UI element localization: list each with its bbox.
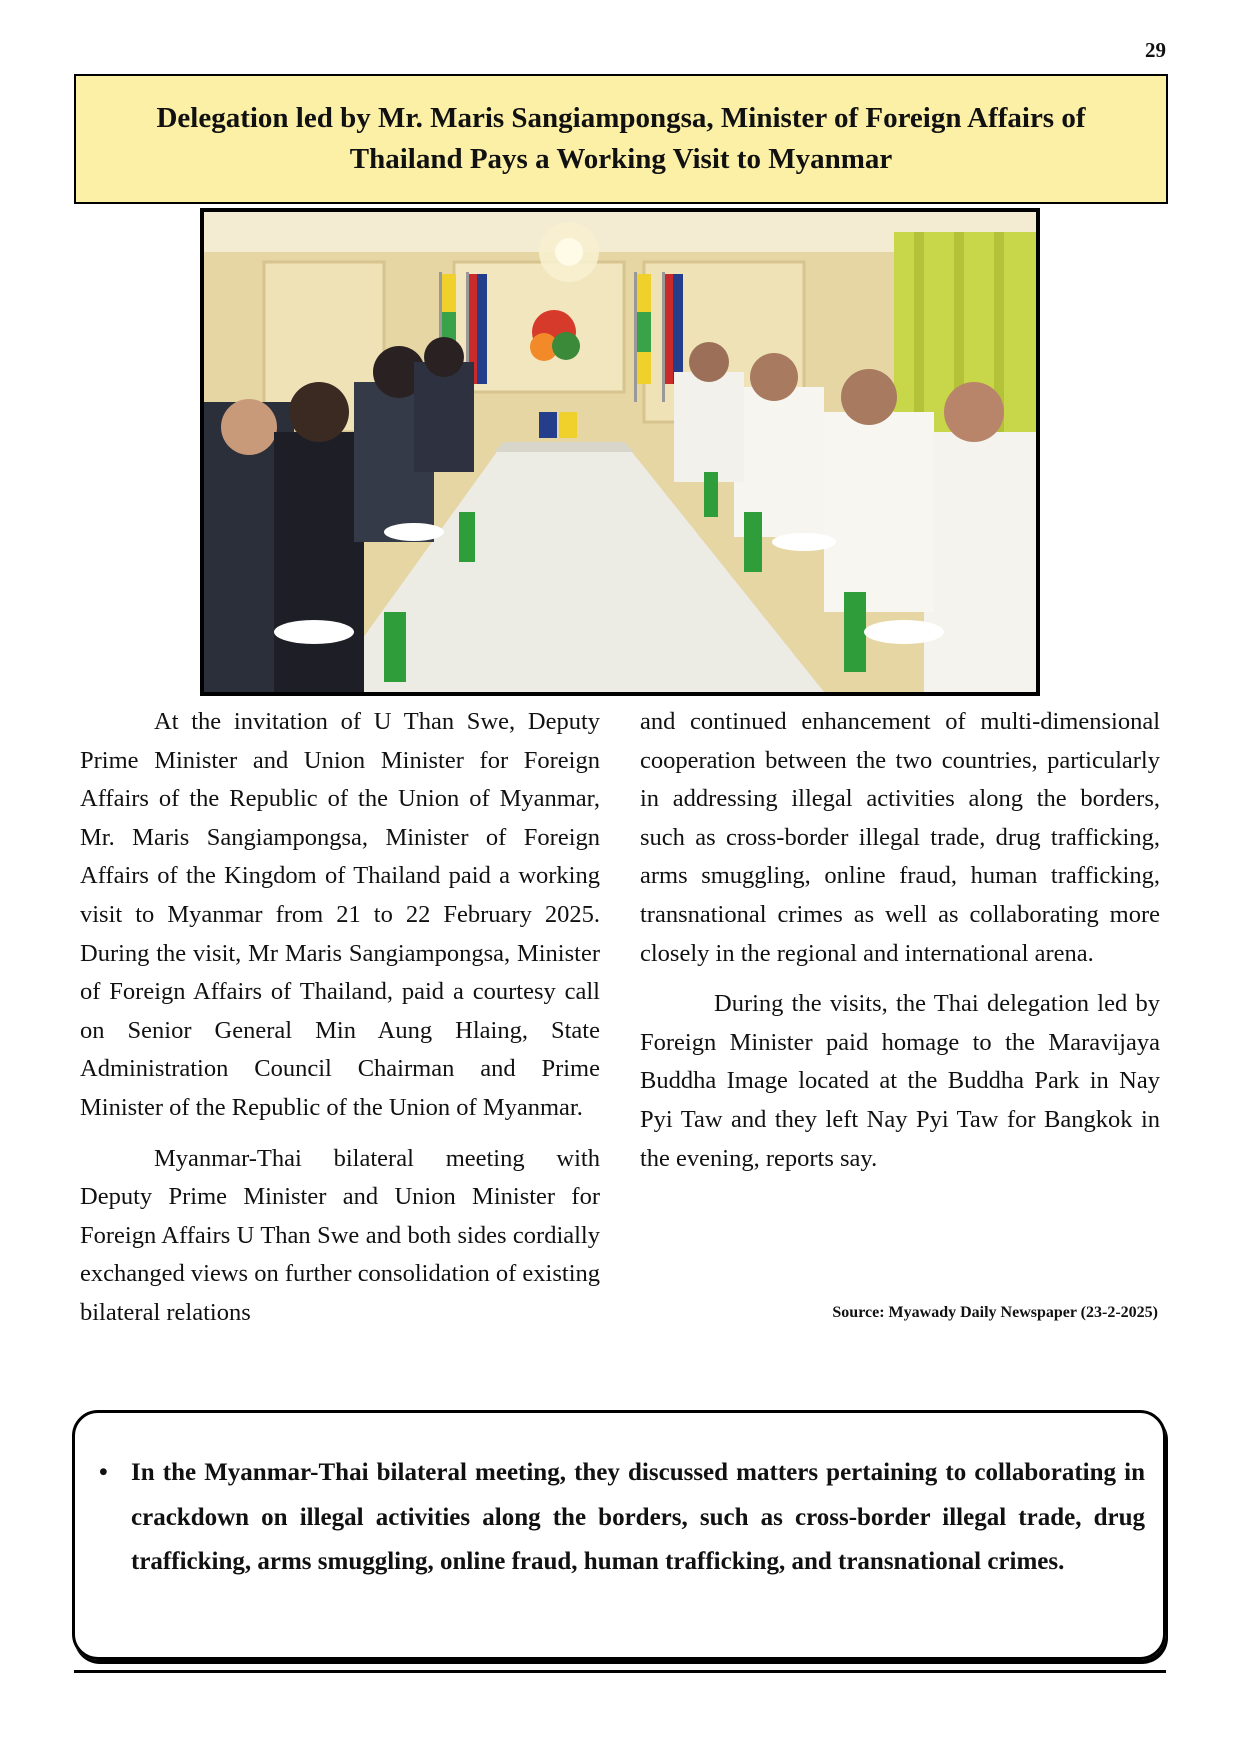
article-title-banner	[74, 74, 1168, 204]
article-paragraph: During the visits, the Thai delegation led by Foreign Minister paid homage to the Maravijaya Buddha Image located at the Buddha Park in Nay Pyi Taw and they left Nay Pyi Taw for Bangkok in the evening, reports say.	[640, 990, 1160, 1172]
article-title-line-1: Delegation led by Mr. Maris Sangiampongsa, Minister of Foreign Affairs of	[156, 102, 1086, 134]
page-number: 29	[1145, 38, 1166, 62]
highlight-box	[72, 1410, 1166, 1660]
highlight-list	[75, 1451, 1163, 1585]
list-item	[99, 1451, 1145, 1585]
article-right-column	[640, 703, 1160, 1178]
article-paragraph: Myanmar-Thai bilateral meeting with Deputy Prime Minister and Union Minister for Foreign Affairs U Than Swe and both sides cordially exchanged views on further consolidation of existing bilateral relations	[80, 1144, 600, 1326]
meeting-photo	[200, 208, 1040, 696]
bottom-divider	[74, 1670, 1166, 1673]
article-paragraph: and continued enhancement of multi-dimensional cooperation between the two countries, particularly in addressing illegal activities along the borders, such as cross-border illegal trade, drug trafficking, arms smuggling, online fraud, human trafficking, transnational crimes as well as collaborating more closely in the regional and international arena.	[640, 708, 1160, 967]
article-paragraph: At the invitation of U Than Swe, Deputy Prime Minister and Union Minister for Foreign Affairs of the Republic of the Union of Myanmar, Mr. Maris Sangiampongsa, Minister of Foreign Affairs of the Kingdom of Thailand paid a working visit to Myanmar from 21 to 22 February 2025. During the visit, Mr Maris Sangiampongsa, Minister of Foreign Affairs of Thailand, paid a courtesy call on Senior General Min Aung Hlaing, State Administration Council Chairman and Prime Minister of the Republic of the Union of Myanmar.	[80, 708, 600, 1121]
bullet-icon: •	[99, 1459, 108, 1486]
meeting-photo-illustration	[204, 212, 1036, 692]
article-left-column	[80, 703, 600, 1333]
source-citation: Source: Myawady Daily Newspaper (23-2-2025)	[832, 1304, 1158, 1321]
article-title-line-2: Thailand Pays a Working Visit to Myanmar	[349, 143, 893, 175]
highlight-text: In the Myanmar-Thai bilateral meeting, they discussed matters pertaining to collaborating in crackdown on illegal activities along the borders, such as cross-border illegal trade, drug trafficking, arms smuggling, online fraud, human trafficking, and transnational crimes.	[131, 1459, 1145, 1575]
